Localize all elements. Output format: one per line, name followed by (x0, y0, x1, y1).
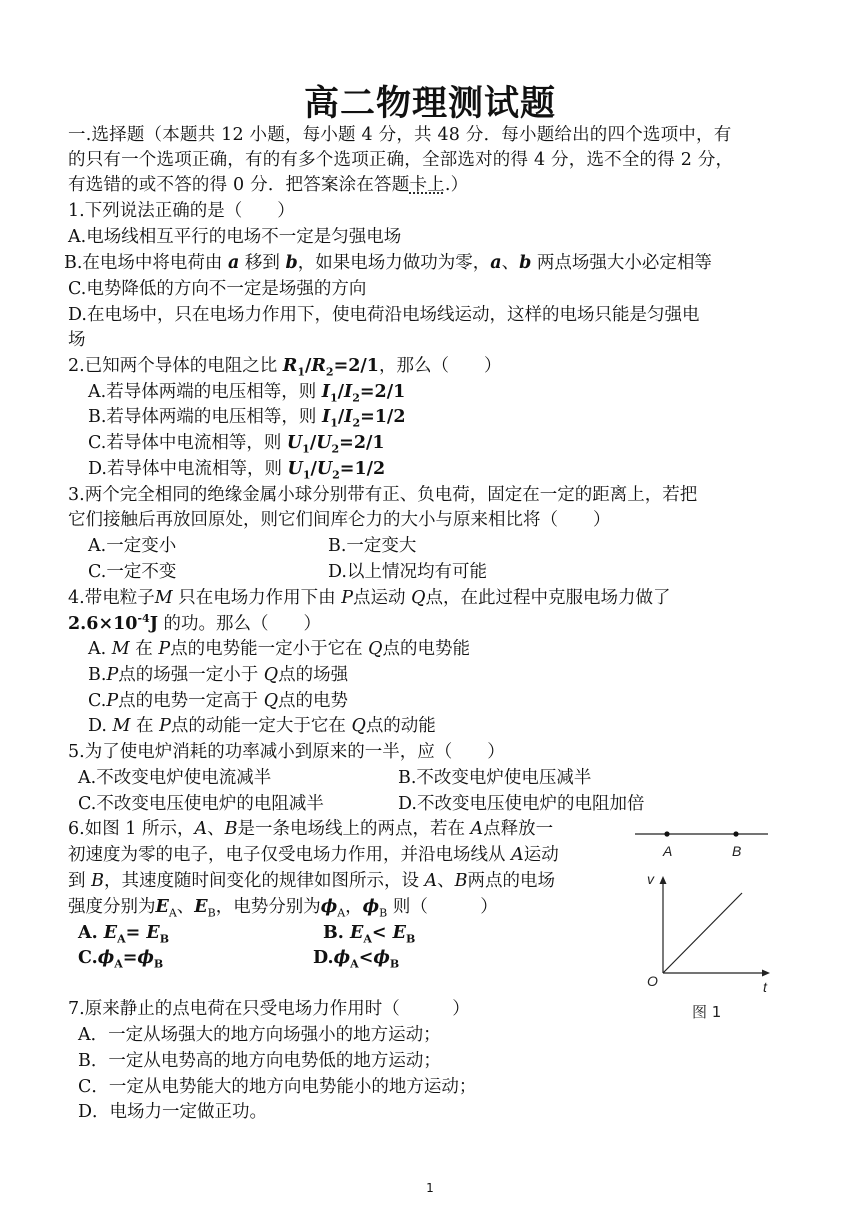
q5-option-b: B.不改变电炉使电压减半 (398, 768, 592, 788)
q4-var-m: M (154, 588, 173, 608)
velocity-line (663, 893, 742, 973)
q4-var-q: Q (263, 665, 279, 685)
q2-sub: 2 (332, 468, 340, 482)
q3-option-d: D.以上情况均有可能 (328, 562, 487, 582)
q6-text: ，电势分别为 (215, 897, 321, 917)
q6-var-phi: ϕ (373, 948, 390, 968)
q2-stem-text: 2.已知两个导体的电阻之比 (68, 356, 283, 376)
q4-a-text: 点的电势能 (382, 639, 471, 659)
q4-b-text: B. (88, 665, 107, 685)
q1-b-var-b: b (519, 253, 532, 273)
q6-text: 、 (437, 871, 455, 891)
q6-operator: < (371, 923, 393, 943)
q6-var-phi: ϕ (333, 948, 351, 968)
q3-option-c: C.一定不变 (88, 562, 177, 582)
q4-c-text: C. (88, 691, 107, 711)
section-header-line-2: 的只有一个选项正确，有的有多个选项正确，全部选对的得 4 分，选不全的得 2 分， (68, 150, 734, 170)
q6-var-phi: ϕ (362, 897, 380, 917)
q6-stem-line-2 (68, 843, 559, 867)
q6-sub: B (405, 932, 416, 946)
q2-c-text: C.若导体中电流相等，则 (88, 433, 287, 453)
q6-stem-line-1 (68, 817, 553, 841)
q6-sub: A (117, 932, 126, 946)
q6-var-e: E (103, 923, 118, 943)
q1-option-c: C.电势降低的方向不一定是场强的方向 (68, 279, 367, 299)
section-header-text: 有选错的或不答的得 0 分．把答案涂在答题 (68, 175, 410, 195)
q6-sub: A (363, 932, 372, 946)
q4-stem-line-2 (68, 612, 321, 636)
q2-option-a (88, 380, 405, 404)
q6-sub: B (379, 906, 388, 920)
q2-d-text: D.若导体中电流相等，则 (88, 459, 288, 479)
q2-var: I (344, 407, 353, 427)
q6-var-b: B (224, 819, 238, 839)
q6-text: 、 (176, 897, 195, 917)
q6-var-a: A (424, 871, 438, 891)
q6-var-phi: ϕ (137, 948, 154, 968)
q4-var-m: M (112, 716, 131, 736)
q2-slash: / (304, 356, 312, 376)
q2-var: U (286, 433, 303, 453)
q6-text: ， (345, 897, 363, 917)
q6-var-a: A (470, 819, 484, 839)
q4-text: 只在电场力作用下由 (172, 588, 342, 608)
q4-c-text: 点的电势 (278, 691, 349, 711)
q2-a-text: A.若导体两端的电压相等，则 (88, 382, 322, 402)
q4-var-p: P (159, 716, 171, 736)
q6-d-text: D. (313, 948, 334, 968)
q4-exponent: -4 (137, 612, 150, 626)
q1-b-text: 移到 (239, 253, 286, 273)
q1-b-text: B.在电场中将电荷由 (64, 253, 228, 273)
q4-var-p: P (106, 691, 119, 711)
q6-text: 两点的电场 (467, 871, 556, 891)
q2-option-d (88, 457, 385, 481)
t-axis-arrow (762, 970, 770, 977)
q4-text: 4.带电粒子 (68, 588, 155, 608)
q6-text: 运动 (523, 845, 559, 865)
q2-option-c (88, 431, 385, 455)
q6-var-b: B (91, 871, 104, 891)
q2-option-b (88, 405, 406, 429)
q2-slash: / (337, 382, 345, 402)
q1-option-d-line-1: D.在电场中，只在电场力作用下，使电荷沿电场线运动，这样的电场只能是匀强电 (68, 305, 700, 325)
q2-ratio: =2/1 (339, 433, 385, 453)
q2-slash: / (309, 433, 317, 453)
q6-sub: B (159, 932, 170, 946)
q2-stem-text: ，那么（ ） (379, 356, 502, 376)
q6-var-a: A (194, 819, 208, 839)
q6-var-phi: ϕ (320, 897, 338, 917)
q2-sub: 1 (302, 468, 311, 482)
q2-var: U (287, 459, 303, 479)
q6-text: 、 (207, 819, 225, 839)
q6-option-d (313, 946, 399, 970)
q5-stem: 5.为了使电炉消耗的功率减小到原来的一半，应（ ） (68, 742, 505, 762)
q6-c-text: C. (78, 948, 98, 968)
page-title: 高二物理测试题 (303, 84, 556, 124)
q7-option-c: C．一定从电势能大的地方向电势能小的地方运动； (78, 1077, 477, 1097)
q4-b-text: 点的场强一定小于 (118, 665, 264, 685)
q1-option-b (64, 251, 712, 275)
section-header-line-3 (68, 173, 468, 197)
q2-slash: / (337, 407, 345, 427)
q2-sub: 1 (330, 416, 338, 430)
figure-1 (630, 820, 780, 1030)
q3-option-b: B.一定变大 (328, 536, 417, 556)
q2-sub: 2 (325, 365, 334, 379)
q1-b-var-a: a (490, 253, 502, 273)
q6-a-text: A. (78, 923, 104, 943)
q6-b-text: B. (323, 923, 350, 943)
q7-stem: 7.原来静止的点电荷在只受电场力作用时（ ） (68, 999, 470, 1019)
q2-var-r: R (282, 356, 298, 376)
q6-text: 强度分别为 (68, 897, 156, 917)
q4-var-q: Q (263, 691, 279, 711)
q6-stem-line-3 (68, 869, 555, 893)
q6-sub: B (389, 957, 400, 971)
q6-sub: A (168, 906, 177, 920)
q4-option-b (88, 663, 348, 687)
q6-var-e: E (392, 923, 406, 943)
q4-c-text: 点的电势一定高于 (118, 691, 264, 711)
q6-operator: < (358, 948, 374, 968)
q2-var: I (322, 407, 331, 427)
q4-var-m: M (111, 639, 130, 659)
q5-option-d: D.不改变电压使电炉的电阻加倍 (398, 794, 645, 814)
q7-option-a: A．一定从场强大的地方向场强小的地方运动； (78, 1025, 441, 1045)
q6-text: 是一条电场线上的两点，若在 (237, 819, 471, 839)
q4-var-p: P (158, 639, 171, 659)
q2-slash: / (310, 459, 317, 479)
q3-stem-line-2: 它们接触后再放回原处，则它们间库仑力的大小与原来相比将（ ） (68, 510, 611, 530)
q4-var-p: P (106, 665, 119, 685)
q4-work-value: 2.6×10 (68, 614, 138, 634)
q7-option-b: B．一定从电势高的地方向电势低的地方运动； (78, 1051, 441, 1071)
q4-d-text: 点的动能 (365, 716, 436, 736)
q2-sub: 1 (302, 442, 310, 456)
q4-var-q: Q (351, 716, 366, 736)
q4-b-text: 点的场强 (278, 665, 349, 685)
q4-stem-line-1 (68, 586, 670, 610)
v-axis-arrow (660, 876, 667, 884)
q4-var-q: Q (368, 639, 383, 659)
q4-var-p: P (341, 588, 354, 608)
q6-text: 则（ ） (387, 897, 498, 917)
q6-var-e: E (349, 923, 364, 943)
q2-stem (68, 354, 502, 378)
q5-option-c: C.不改变电压使电炉的电阻减半 (78, 794, 324, 814)
q6-var-e: E (155, 897, 169, 917)
point-b-dot (733, 831, 738, 836)
point-a-dot (664, 831, 669, 836)
q6-operator: = (122, 948, 138, 968)
origin-label: O (647, 973, 658, 989)
q2-sub: 2 (352, 416, 361, 430)
q4-unit: J (149, 614, 158, 634)
q4-d-text: D. (88, 716, 113, 736)
q6-text: 点释放一 (483, 819, 554, 839)
point-b-label: B (732, 843, 742, 859)
q6-sub: B (153, 957, 164, 971)
figure-1-caption: 图 1 (692, 1003, 722, 1021)
q6-text: 到 (68, 871, 92, 891)
q6-var-phi: ϕ (97, 948, 115, 968)
page-number: 1 (426, 1181, 434, 1195)
q4-d-text: 点的动能一定大于它在 (170, 716, 352, 736)
q2-var: I (321, 382, 330, 402)
q1-b-var-a: a (228, 253, 240, 273)
q4-a-text: 在 (129, 639, 159, 659)
q2-var-r: R (311, 356, 326, 376)
q1-option-d-line-2: 场 (68, 330, 86, 350)
q2-sub: 2 (352, 391, 360, 405)
q6-var-b: B (454, 871, 468, 891)
q4-a-text: 点的电势能一定小于它在 (170, 639, 369, 659)
q3-option-a: A.一定变小 (88, 536, 177, 556)
q6-text: ，其速度随时间变化的规律如图所示，设 (103, 871, 425, 891)
q6-option-c (78, 946, 163, 970)
q1-b-var-b: b (285, 253, 298, 273)
v-axis-label: v (647, 871, 654, 887)
q2-ratio: =1/2 (360, 407, 406, 427)
q4-d-text: 在 (130, 716, 160, 736)
q6-sub: B (207, 906, 216, 920)
q6-var-e: E (194, 897, 208, 917)
q2-var: I (344, 382, 353, 402)
q2-ratio: =2/1 (333, 356, 379, 376)
q2-var: U (316, 433, 332, 453)
q6-var-e: E (146, 923, 160, 943)
q5-option-a: A.不改变电炉使电流减半 (78, 768, 272, 788)
q2-sub: 1 (297, 365, 305, 379)
q1-stem: 1.下列说法正确的是（ ） (68, 201, 295, 221)
t-axis-label: t (763, 979, 767, 995)
q1-option-a: A.电场线相互平行的电场不一定是匀强电场 (68, 227, 402, 247)
section-header-end: .） (444, 175, 469, 195)
q4-option-a (88, 637, 470, 661)
q6-option-a (78, 921, 169, 945)
q1-b-text: 两点场强大小必定相等 (531, 253, 712, 273)
q2-sub: 2 (331, 442, 340, 456)
q2-ratio: =1/2 (339, 459, 386, 479)
q7-option-d: D．电场力一定做正功。 (78, 1102, 268, 1122)
q4-text: 点运动 (353, 588, 412, 608)
q2-var: U (316, 459, 333, 479)
q2-b-text: B.若导体两端的电压相等，则 (88, 407, 322, 427)
q4-text: 的功。那么（ ） (157, 614, 322, 634)
section-header-line-1: 一.选择题（本题共 12 小题，每小题 4 分，共 48 分．每小题给出的四个选项中，有 (68, 125, 732, 145)
q6-option-b (323, 921, 415, 945)
q6-sub: A (350, 957, 359, 971)
q4-option-d (88, 714, 436, 738)
q4-text: 点，在此过程中克服电场力做了 (425, 588, 671, 608)
q1-b-text: ，如果电场力做功为零， (297, 253, 491, 273)
q1-b-text: 、 (501, 253, 520, 273)
q3-stem-line-1: 3.两个完全相同的绝缘金属小球分别带有正、负电荷，固定在一定的距离上，若把 (68, 485, 698, 505)
q4-a-text: A. (88, 639, 112, 659)
figure-1-svg (630, 820, 780, 1030)
q6-sub: A (337, 906, 346, 920)
q6-text: 初速度为零的电子，电子仅受电场力作用，并沿电场线从 (68, 845, 512, 865)
section-header-underlined: 卡上 (409, 175, 445, 195)
q2-sub: 1 (329, 391, 338, 405)
q6-stem-line-4 (68, 895, 498, 919)
q6-operator: = (125, 923, 147, 943)
q6-sub: A (114, 957, 123, 971)
q4-option-c (88, 689, 348, 713)
q6-var-a: A (511, 845, 524, 865)
q4-var-q: Q (411, 588, 426, 608)
q2-ratio: =2/1 (359, 382, 406, 402)
q6-text: 6.如图 1 所示， (68, 819, 195, 839)
point-a-label: A (663, 843, 673, 859)
